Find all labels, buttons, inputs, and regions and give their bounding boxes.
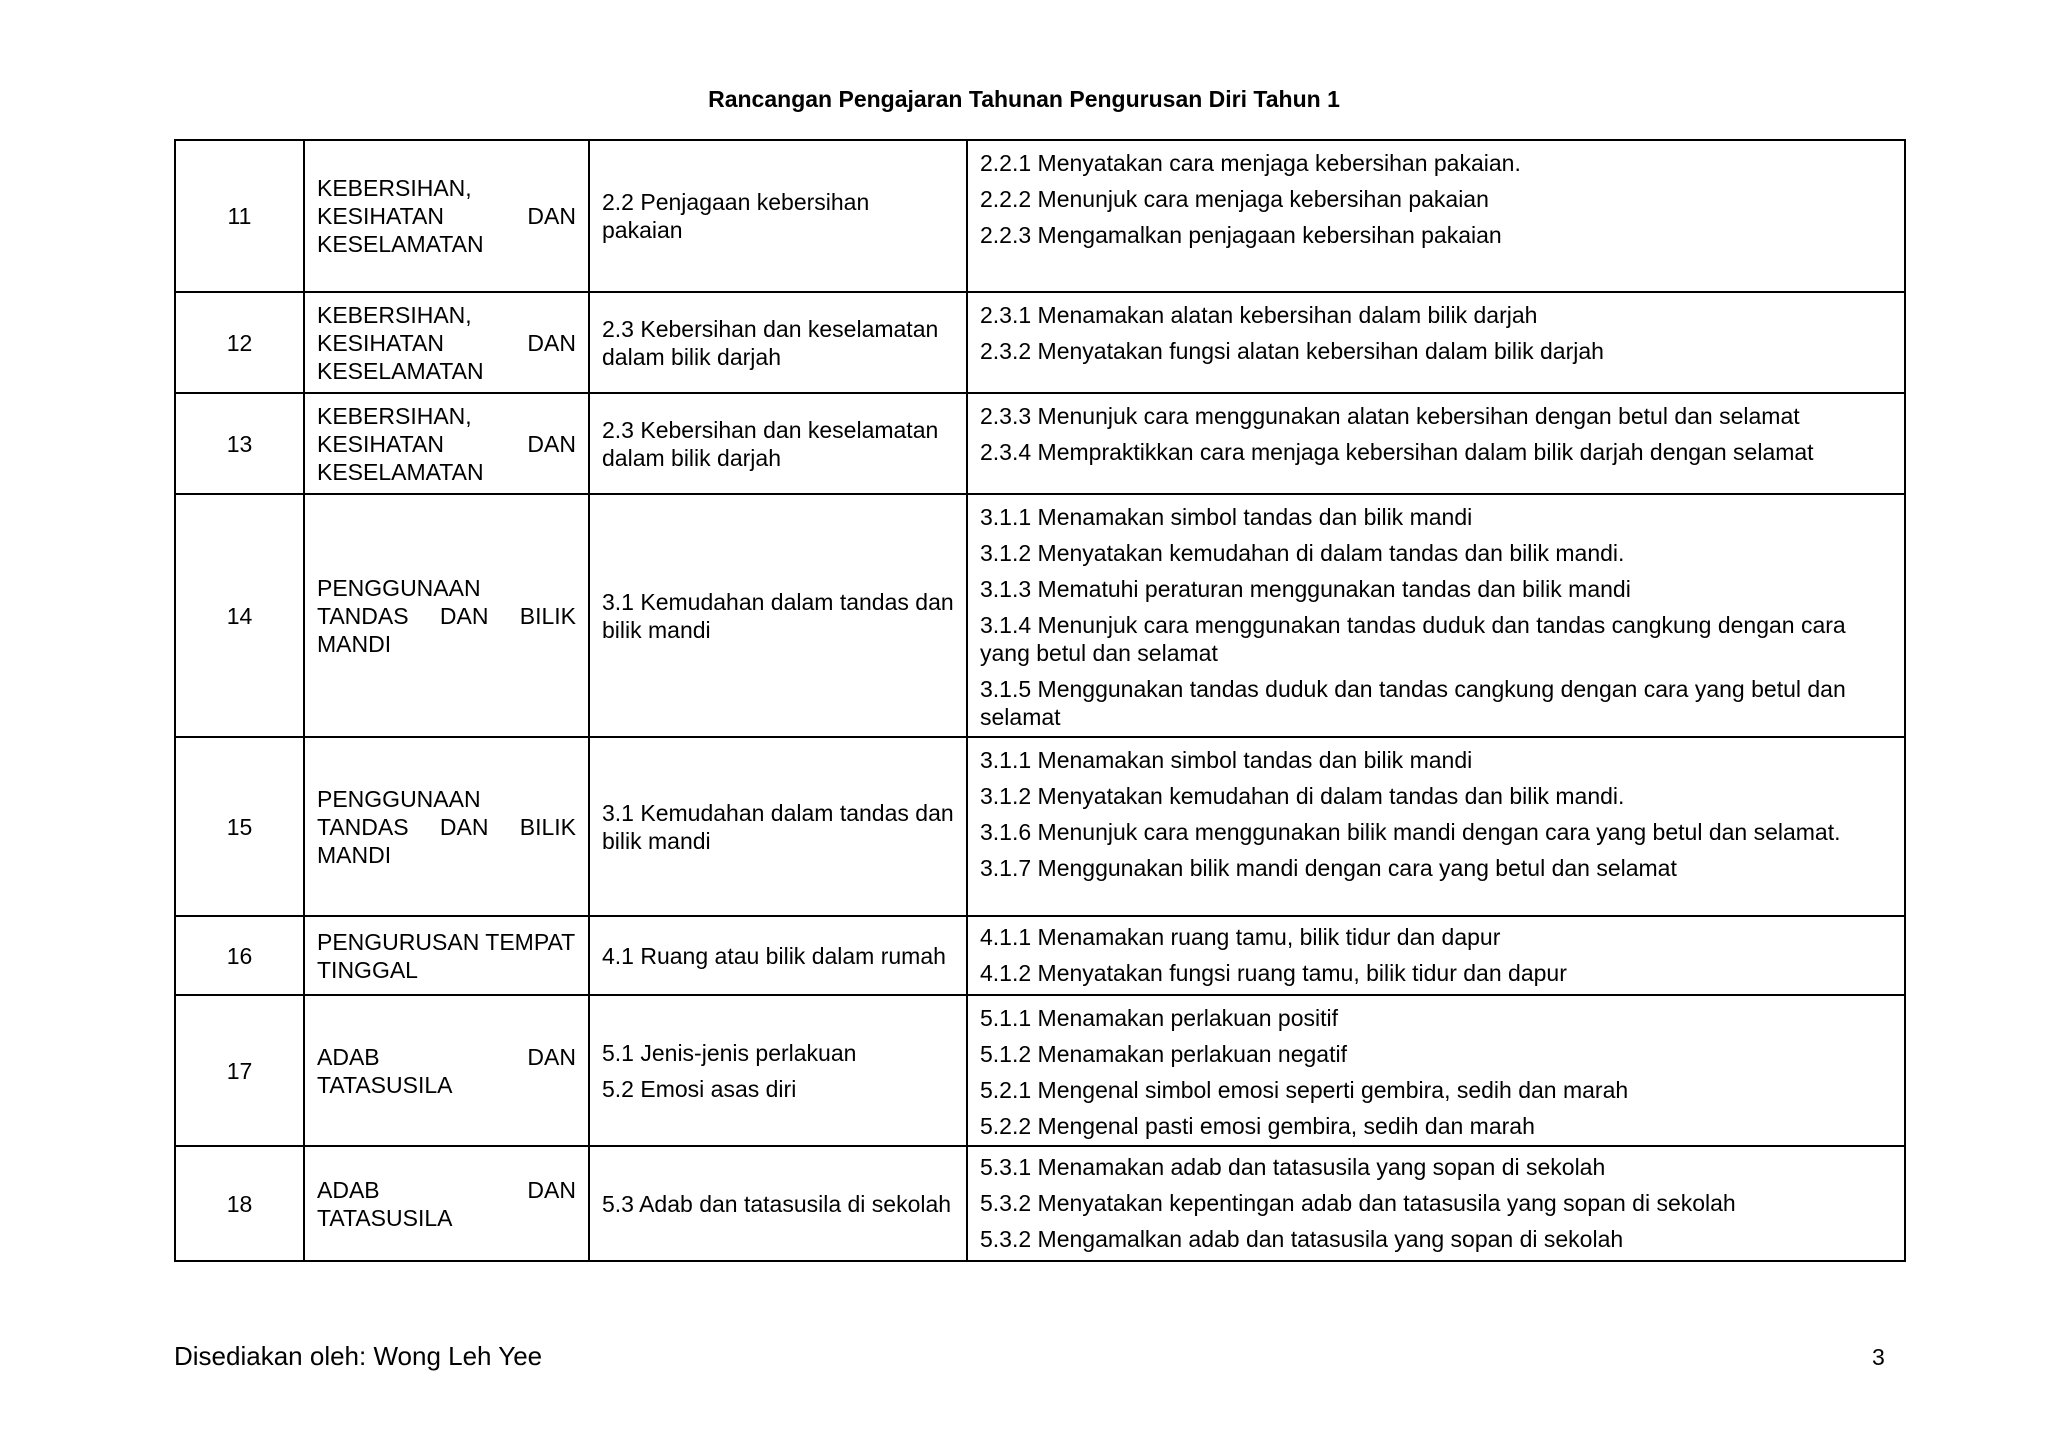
learning-outcome: 3.1.1 Menamakan simbol tandas dan bilik mandi: [980, 747, 1473, 773]
standard-cell: [589, 1146, 967, 1261]
learning-outcome: 3.1.2 Menyatakan kemudahan di dalam tandas dan bilik mandi.: [980, 783, 1625, 809]
content-standard: 4.1 Ruang atau bilik dalam rumah: [602, 942, 946, 969]
theme-cell: [304, 916, 589, 995]
table-row: [175, 494, 1905, 737]
theme-text: ADAB DAN TATASUSILA: [317, 1176, 576, 1231]
standard-cell: [589, 393, 967, 494]
theme-cell: [304, 737, 589, 916]
week-cell: 11: [175, 140, 304, 292]
theme-cell: [304, 393, 589, 494]
theme-cell: [304, 292, 589, 393]
week-cell: 18: [175, 1146, 304, 1261]
page-title: Rancangan Pengajaran Tahunan Pengurusan Diri Tahun 1: [708, 86, 1340, 112]
standard-cell: [589, 292, 967, 393]
theme-text: KEBERSIHAN, KESIHATAN DAN KESELAMATAN: [317, 175, 576, 257]
footer-author: Disediakan oleh: Wong Leh Yee: [174, 1341, 543, 1371]
outcomes-cell: [967, 916, 1905, 995]
table-row: [175, 995, 1905, 1146]
outcomes-cell: [967, 494, 1905, 737]
week-cell: 13: [175, 393, 304, 494]
learning-outcome: 3.1.4 Menunjuk cara menggunakan tandas duduk dan tandas cangkung dengan cara yang betul dan selamat: [980, 612, 1846, 666]
standard-cell: [589, 140, 967, 292]
content-standard: 3.1 Kemudahan dalam tandas dan bilik mandi: [602, 799, 954, 854]
lesson-plan-body: [175, 140, 1905, 1261]
theme-cell: [304, 140, 589, 292]
standard-cell: [589, 995, 967, 1146]
learning-outcome: 2.3.3 Menunjuk cara menggunakan alatan kebersihan dengan betul dan selamat: [980, 403, 1800, 429]
learning-outcome: 3.1.5 Menggunakan tandas duduk dan tandas cangkung dengan cara yang betul dan selamat: [980, 676, 1846, 730]
learning-outcome: 4.1.2 Menyatakan fungsi ruang tamu, bilik tidur dan dapur: [980, 960, 1567, 986]
content-standard: 3.1 Kemudahan dalam tandas dan bilik mandi: [602, 588, 954, 643]
learning-outcome: 5.3.1 Menamakan adab dan tatasusila yang sopan di sekolah: [980, 1154, 1606, 1180]
outcomes-cell: [967, 1146, 1905, 1261]
content-standard: 2.3 Kebersihan dan keselamatan dalam bilik darjah: [602, 315, 939, 370]
week-cell: 12: [175, 292, 304, 393]
theme-text: PENGURUSAN TEMPAT TINGGAL: [317, 928, 575, 983]
learning-outcome: 2.2.1 Menyatakan cara menjaga kebersihan pakaian.: [980, 150, 1521, 176]
table-row: [175, 292, 1905, 393]
theme-cell: [304, 995, 589, 1146]
learning-outcome: 5.3.2 Mengamalkan adab dan tatasusila yang sopan di sekolah: [980, 1226, 1624, 1252]
learning-outcome: 5.3.2 Menyatakan kepentingan adab dan tatasusila yang sopan di sekolah: [980, 1190, 1736, 1216]
learning-outcome: 3.1.6 Menunjuk cara menggunakan bilik mandi dengan cara yang betul dan selamat.: [980, 819, 1841, 845]
page-number: 3: [1872, 1344, 1885, 1370]
content-standard: 5.3 Adab dan tatasusila di sekolah: [602, 1190, 952, 1217]
learning-outcome: 5.2.2 Mengenal pasti emosi gembira, sedih dan marah: [980, 1113, 1535, 1139]
learning-outcome: 2.3.4 Mempraktikkan cara menjaga kebersihan dalam bilik darjah dengan selamat: [980, 439, 1814, 465]
content-standard: 2.3 Kebersihan dan keselamatan dalam bilik darjah: [602, 416, 939, 471]
week-cell: 16: [175, 916, 304, 995]
outcomes-cell: [967, 140, 1905, 292]
standard-cell: [589, 494, 967, 737]
learning-outcome: 5.2.1 Mengenal simbol emosi seperti gembira, sedih dan marah: [980, 1077, 1629, 1103]
outcomes-cell: [967, 393, 1905, 494]
week-cell: 15: [175, 737, 304, 916]
table-row: [175, 737, 1905, 916]
outcomes-cell: [967, 292, 1905, 393]
theme-text: PENGGUNAAN TANDAS DAN BILIK MANDI: [317, 785, 576, 868]
theme-text: KEBERSIHAN, KESIHATAN DAN KESELAMATAN: [317, 301, 576, 384]
learning-outcome: 3.1.3 Mematuhi peraturan menggunakan tandas dan bilik mandi: [980, 576, 1631, 602]
theme-cell: [304, 1146, 589, 1261]
theme-cell: [304, 494, 589, 737]
table-row: [175, 916, 1905, 995]
table-row: [175, 140, 1905, 292]
week-cell: 14: [175, 494, 304, 737]
learning-outcome: 2.3.1 Menamakan alatan kebersihan dalam bilik darjah: [980, 302, 1538, 328]
theme-text: ADAB DAN TATASUSILA: [317, 1043, 576, 1098]
content-standard: 5.2 Emosi asas diri: [602, 1075, 797, 1102]
learning-outcome: 5.1.2 Menamakan perlakuan negatif: [980, 1041, 1347, 1067]
learning-outcome: 2.2.2 Menunjuk cara menjaga kebersihan pakaian: [980, 186, 1489, 212]
content-standard: 5.1 Jenis-jenis perlakuan: [602, 1039, 857, 1066]
content-standard: 2.2 Penjagaan kebersihan pakaian: [602, 189, 870, 243]
table-row: [175, 1146, 1905, 1261]
week-cell: 17: [175, 995, 304, 1146]
learning-outcome: 3.1.2 Menyatakan kemudahan di dalam tandas dan bilik mandi.: [980, 540, 1625, 566]
learning-outcome: 5.1.1 Menamakan perlakuan positif: [980, 1005, 1338, 1031]
lesson-plan-table: [174, 139, 1906, 1262]
standard-cell: [589, 916, 967, 995]
learning-outcome: 3.1.1 Menamakan simbol tandas dan bilik mandi: [980, 504, 1473, 530]
learning-outcome: 2.2.3 Mengamalkan penjagaan kebersihan pakaian: [980, 222, 1502, 248]
learning-outcome: 3.1.7 Menggunakan bilik mandi dengan cara yang betul dan selamat: [980, 855, 1677, 881]
table-row: [175, 393, 1905, 494]
standard-cell: [589, 737, 967, 916]
learning-outcome: 4.1.1 Menamakan ruang tamu, bilik tidur dan dapur: [980, 924, 1501, 950]
theme-text: KEBERSIHAN, KESIHATAN DAN KESELAMATAN: [317, 402, 576, 485]
theme-text: PENGGUNAAN TANDAS DAN BILIK MANDI: [317, 574, 576, 657]
outcomes-cell: [967, 737, 1905, 916]
learning-outcome: 2.3.2 Menyatakan fungsi alatan kebersihan dalam bilik darjah: [980, 338, 1604, 364]
outcomes-cell: [967, 995, 1905, 1146]
